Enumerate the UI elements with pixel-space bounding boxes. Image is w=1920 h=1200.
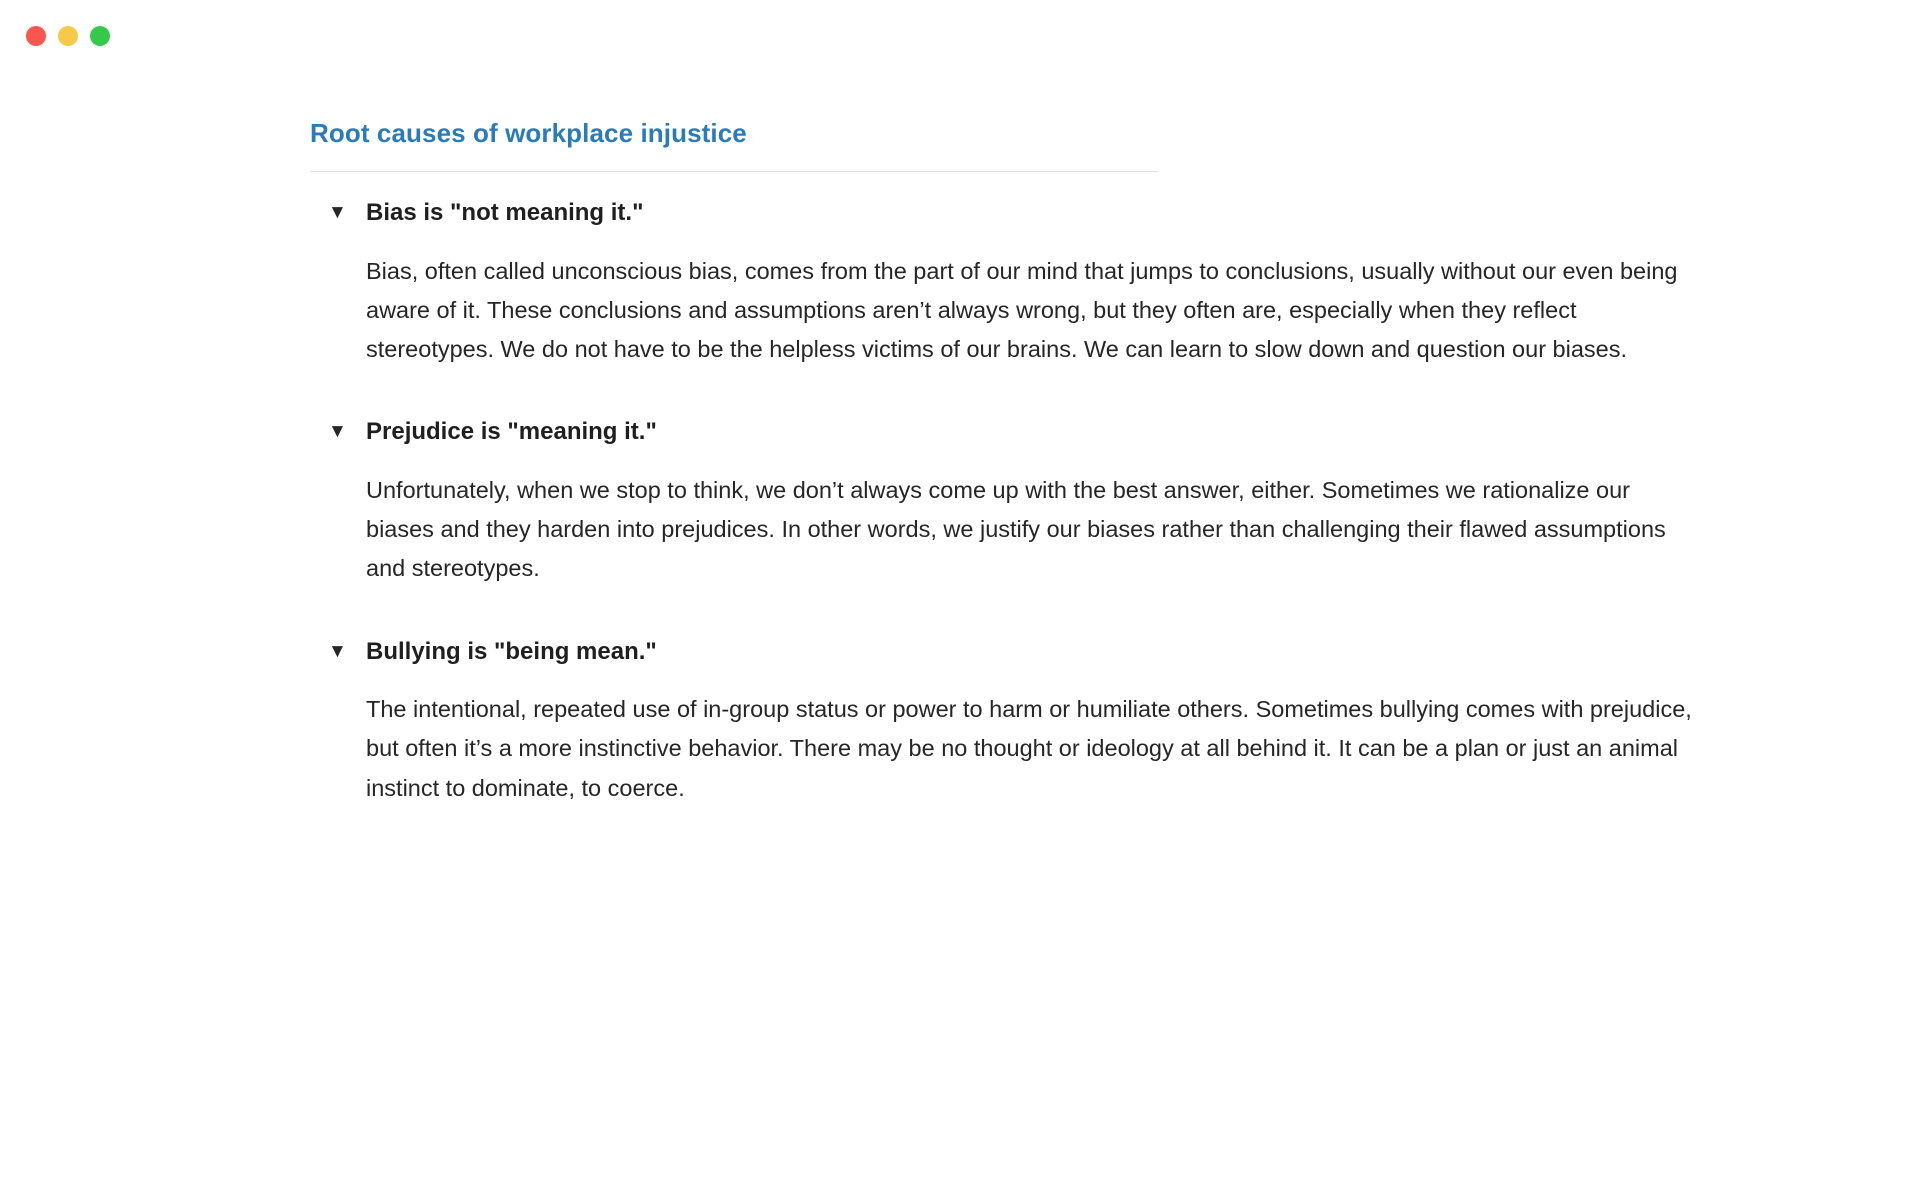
section-heading: Prejudice is "meaning it." (366, 418, 657, 446)
collapsible-section (310, 198, 1700, 369)
section-paragraph: Bias, often called unconscious bias, comes from the part of our mind that jumps to conclusions, usually without our even being aware of it. These conclusions and assumptions aren’t always wrong, but they often are, especially when they reflect stereotypes. We do not have to be the helpless victims of our brains. We can learn to slow down and question our biases. (366, 257, 1678, 363)
minimize-button[interactable] (58, 26, 78, 46)
document-content (310, 118, 1700, 831)
section-heading: Bullying is "being mean." (366, 637, 657, 665)
section-header[interactable] (310, 198, 1700, 228)
zoom-button[interactable] (90, 26, 110, 46)
section-paragraph: The intentional, repeated use of in-group status or power to harm or humiliate others. Sometimes bullying comes with prejudice, but often it’s a more instinctive behavior. There may be no thought or ideology at all behind it. It can be a plan or just an animal instinct to dominate, to coerce. (366, 696, 1692, 801)
section-paragraph: Unfortunately, when we stop to think, we don’t always come up with the best answer, either. Sometimes we rationalize our biases and they harden into prejudices. In other words, we justify our biases rather than challenging their flawed assumptions and stereotypes. (366, 476, 1666, 582)
title-divider (310, 171, 1158, 172)
section-heading: Bias is "not meaning it." (366, 199, 644, 227)
chevron-down-icon[interactable]: ▼ (328, 640, 347, 662)
section-header[interactable] (310, 417, 1700, 447)
section-header[interactable] (310, 637, 1700, 667)
traffic-light-group (26, 26, 110, 46)
window-titlebar (0, 0, 1920, 72)
collapsible-section (310, 417, 1700, 588)
collapsible-section (310, 637, 1700, 808)
page-title: Root causes of workplace injustice (310, 118, 747, 148)
chevron-down-icon[interactable]: ▼ (328, 421, 347, 443)
chevron-down-icon[interactable]: ▼ (328, 202, 347, 224)
close-button[interactable] (26, 26, 46, 46)
